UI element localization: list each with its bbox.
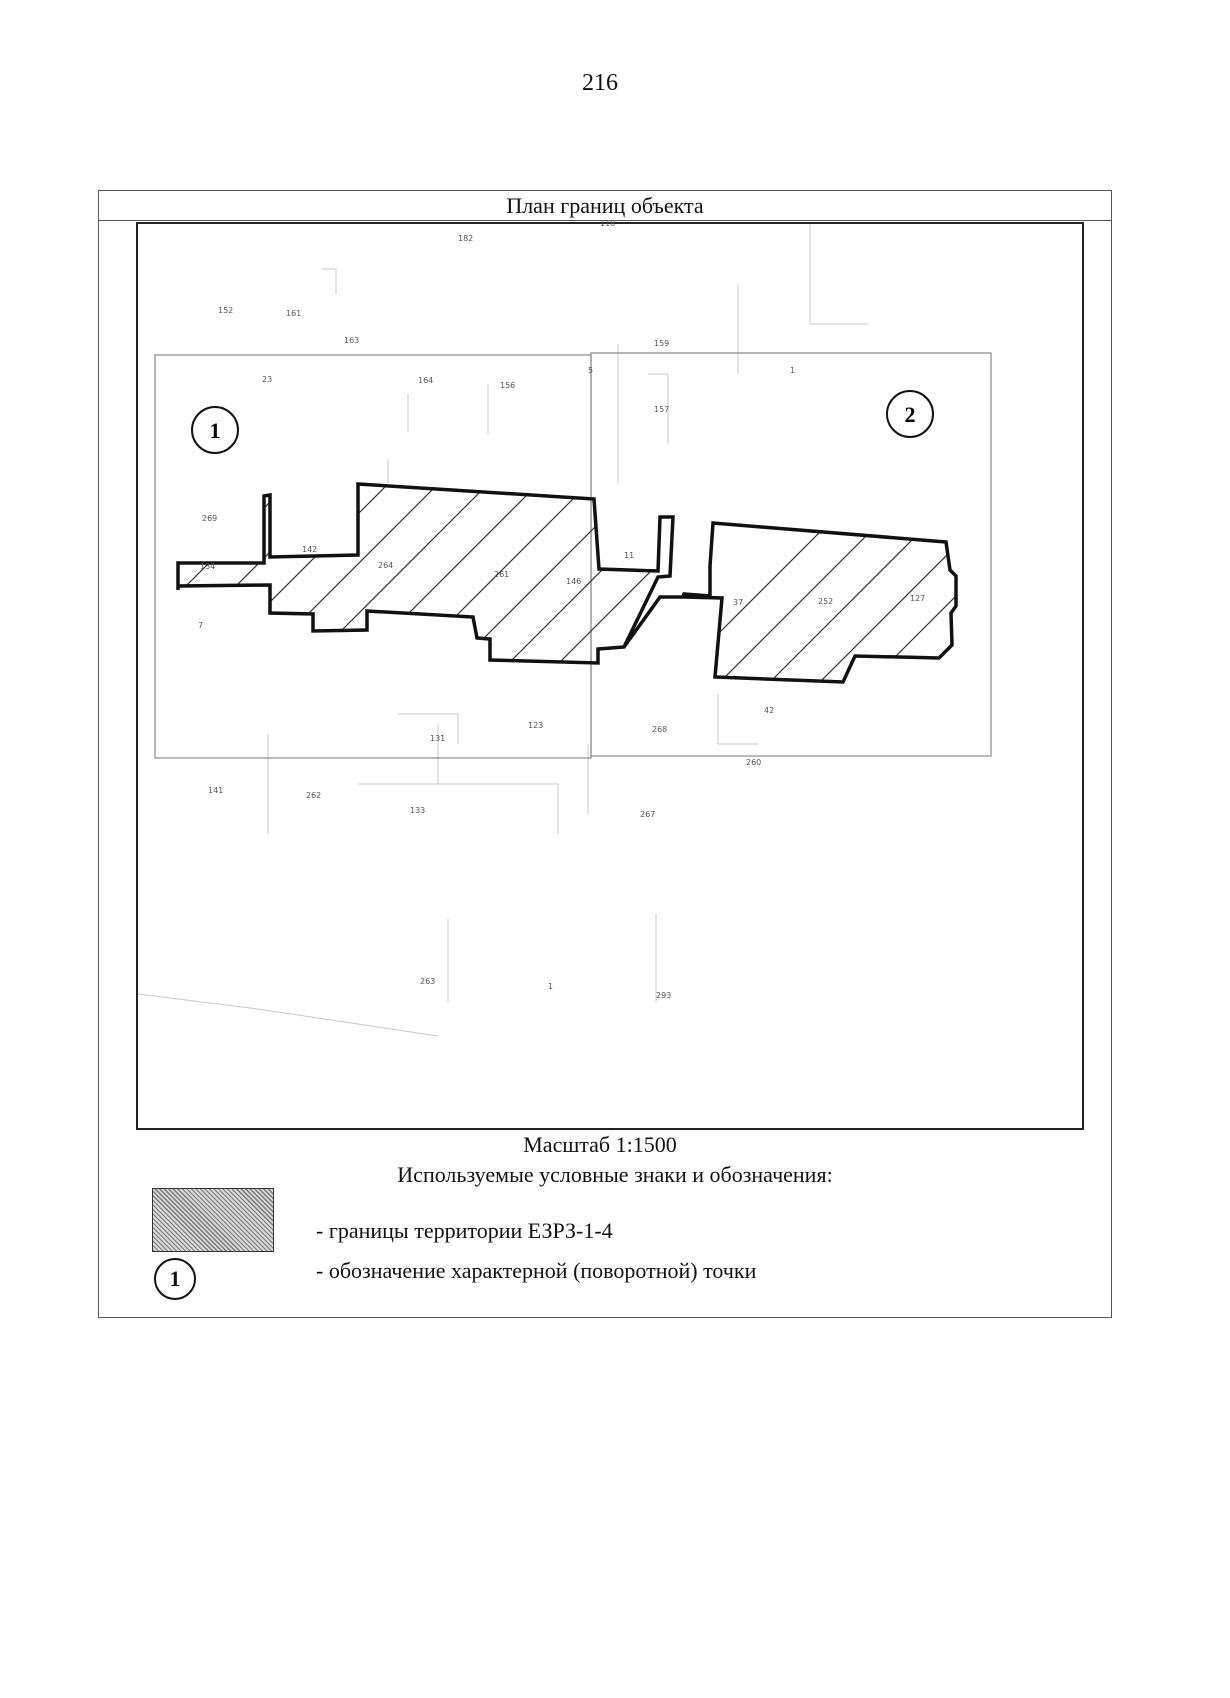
parcel-label: 252 (818, 597, 834, 606)
sheet-marker-1 (192, 407, 238, 453)
parcel-label: 131 (430, 734, 446, 743)
parcel-label: 142 (302, 545, 318, 554)
parcel-label: 11 (624, 551, 635, 560)
parcel-label: 133 (410, 806, 426, 815)
parcel-label: 7 (198, 621, 204, 630)
parcel-label: 42 (764, 706, 775, 715)
parcel-labels (198, 219, 925, 1000)
parcel-label: 261 (494, 570, 510, 579)
map-svg (138, 219, 1086, 1132)
parcel-label: 118 (600, 219, 616, 228)
background-cadastre-lines (138, 224, 868, 1036)
legend-item-point: - обозначение характерной (поворотной) точки (316, 1258, 757, 1283)
parcel-label: 264 (378, 561, 394, 570)
sheet-marker-1-label: 1 (209, 418, 221, 443)
legend-territory-swatch (152, 1188, 274, 1252)
page-number: 216 (582, 70, 618, 96)
parcel-label: 268 (652, 725, 668, 734)
parcel-label: 134 (200, 562, 216, 571)
parcel-label: 182 (458, 234, 474, 243)
parcel-label: 5 (588, 366, 594, 375)
parcel-label: 263 (420, 977, 436, 986)
parcel-label: 37 (733, 598, 744, 607)
parcel-label: 152 (218, 306, 234, 315)
parcel-label: 1 (548, 982, 554, 991)
map-scale: Масштаб 1:1500 (523, 1132, 677, 1157)
parcel-label: 163 (344, 336, 360, 345)
parcel-label: 293 (656, 991, 672, 1000)
territory-hatch-west (48, 474, 798, 724)
parcel-label: 1 (790, 366, 796, 375)
parcel-label: 164 (418, 376, 434, 385)
sheet-marker-2 (887, 391, 933, 437)
plan-title: План границ объекта (99, 191, 1111, 221)
parcel-label: 161 (286, 309, 302, 318)
parcel-label: 156 (500, 381, 516, 390)
parcel-label: 159 (654, 339, 670, 348)
parcel-label: 267 (640, 810, 656, 819)
legend-title: Используемые условные знаки и обозначения: (397, 1162, 833, 1187)
parcel-label: 23 (262, 375, 273, 384)
parcel-label: 141 (208, 786, 224, 795)
parcel-label: 262 (306, 791, 322, 800)
parcel-label: 157 (654, 405, 670, 414)
parcel-label: 127 (910, 594, 926, 603)
parcel-label: 269 (202, 514, 218, 523)
map-area (136, 219, 1084, 1130)
parcel-label: 123 (528, 721, 544, 730)
parcel-label: 260 (746, 758, 762, 767)
legend-item-territory: - границы территории ЕЗРЗ-1-4 (316, 1218, 613, 1243)
legend-point-marker: 1 (154, 1258, 196, 1300)
parcel-label: 146 (566, 577, 582, 586)
sheet-marker-2-label: 2 (904, 402, 916, 427)
